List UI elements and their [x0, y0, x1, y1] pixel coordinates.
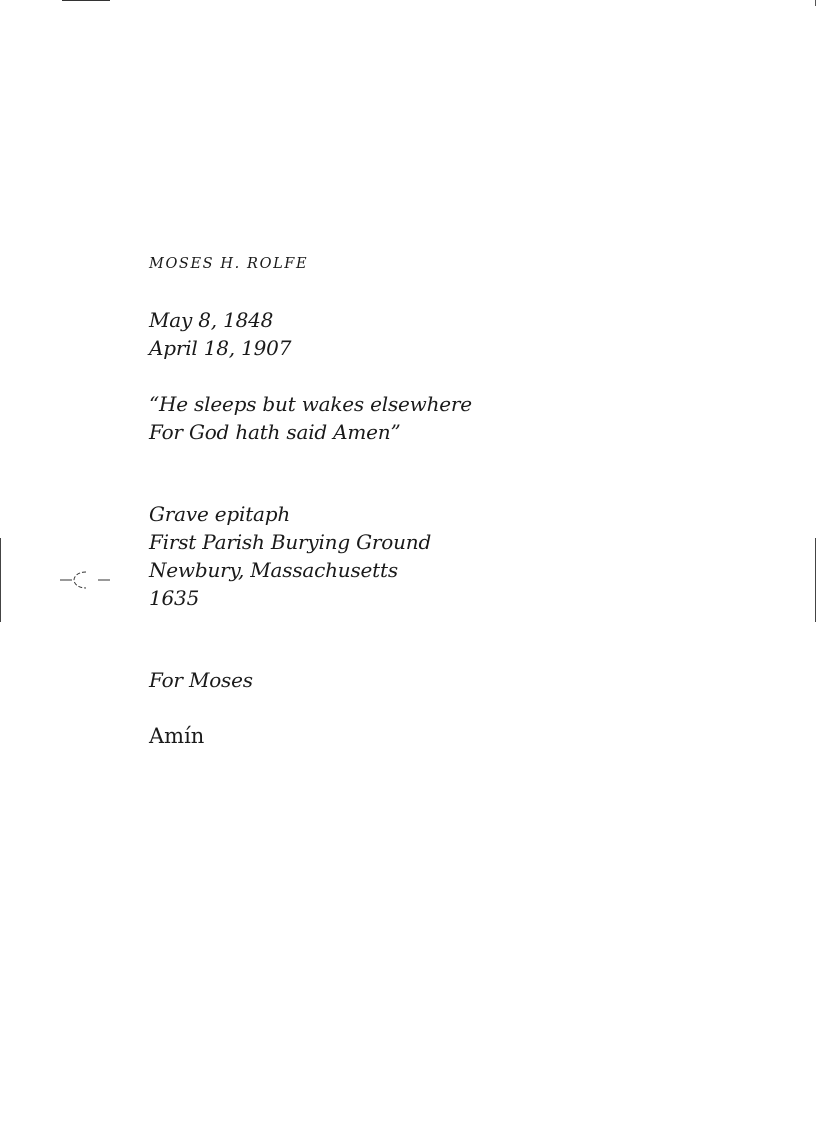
registration-mark: [60, 568, 112, 592]
closing-word: Amín: [149, 724, 205, 748]
source-line-4: 1635: [149, 586, 200, 610]
quote-line-1: “He sleeps but wakes elsewhere: [149, 392, 472, 416]
source-line-3: Newbury, Massachusetts: [149, 558, 398, 582]
epigraph-dates: [149, 306, 291, 362]
crop-mark-top: [62, 0, 110, 1]
source-line-2: First Parish Burying Ground: [149, 530, 432, 554]
epigraph-name: MOSES H. ROLFE: [149, 256, 309, 272]
quote-line-2: For God hath said Amen”: [149, 420, 401, 444]
birth-date: May 8, 1848: [149, 308, 274, 332]
epitaph-source: [149, 500, 431, 612]
source-line-1: Grave epitaph: [149, 502, 291, 526]
fold-mark-left: [0, 538, 1, 622]
death-date: April 18, 1907: [149, 336, 292, 360]
epitaph-quote: [149, 390, 472, 446]
dedication: For Moses: [149, 668, 253, 692]
